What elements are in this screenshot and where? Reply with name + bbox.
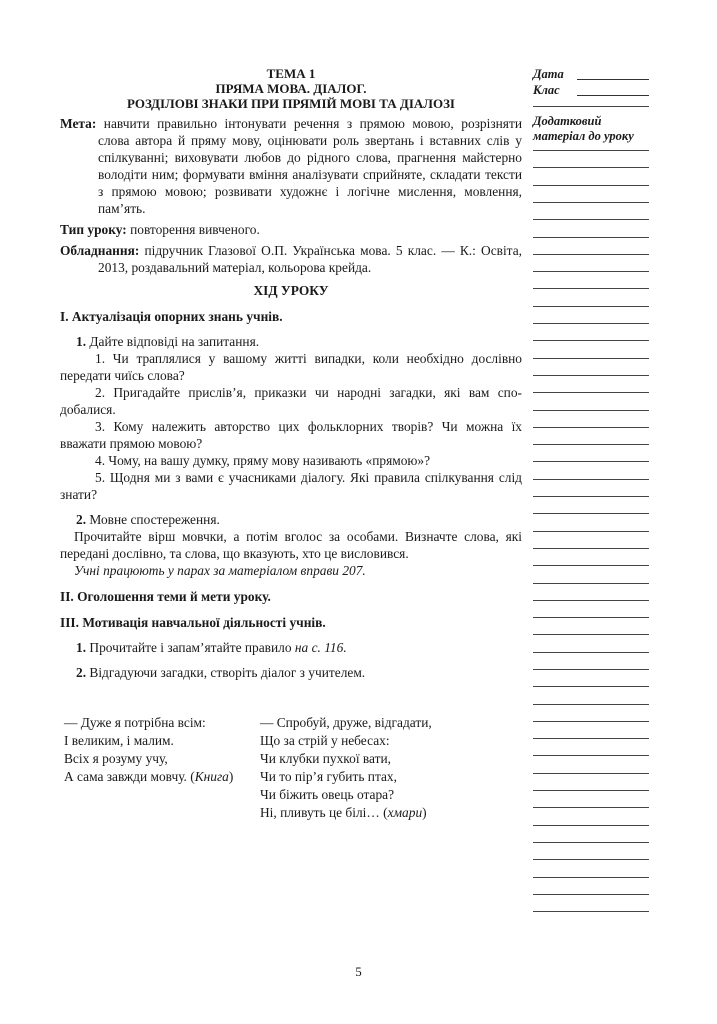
- note-line: [533, 583, 649, 584]
- sidebar-notes: [533, 66, 649, 143]
- date-field[interactable]: [533, 66, 649, 82]
- note-line: [533, 106, 649, 107]
- section1-item1: 1. Дайте відповіді на запитання.: [76, 334, 260, 349]
- goal-text: навчити правильно інтонувати речення з прямою мовою, розрізняти слова автора й пряму мову, оцінювати роль звертань і вставних слів у спілкуванні; виховувати любов до рідного слова, прагнення майстерно володіти ним; формувати вміння аналізувати сприйняте, складати тексти з прямою мовою; розвивати художнє і логічне мислення, мовлення, пам’ять.: [98, 116, 522, 216]
- note-line: [533, 496, 649, 497]
- note-line: [533, 894, 649, 895]
- note-line: [533, 513, 649, 514]
- question-1: 1. Чи траплялися у вашому житті випадки, коли необхідно дослівно передати чиїсь слова?: [60, 351, 522, 383]
- note-line: [533, 323, 649, 324]
- section1-item2-note: Учні працюють у парах за матеріалом вправи 207.: [74, 563, 366, 578]
- riddle-line: Всіх я розуму учу,: [64, 751, 168, 766]
- note-line: [533, 859, 649, 860]
- page-reference: на с. 116.: [294, 640, 347, 655]
- section3-item2: 2. Відгадуючи загадки, створіть діалог з учителем.: [76, 665, 366, 680]
- question-3: 3. Кому належить авторство цих фольклорних творів? Чи можна їх вважати прямою мовою?: [60, 419, 522, 451]
- note-line: [533, 254, 649, 255]
- class-label: Клас: [533, 83, 560, 97]
- note-line: [533, 427, 649, 428]
- topic-label: ТЕМА 1: [266, 66, 316, 81]
- note-line: [533, 167, 649, 168]
- question-2: 2. Пригадайте прислів’я, приказки чи народні загадки, які вам сподобалися.: [60, 385, 522, 417]
- main-column: [60, 66, 522, 681]
- note-line: [533, 202, 649, 203]
- riddle-line-answer: А сама завжди мовчу. (Книга): [64, 769, 234, 784]
- note-line: [533, 479, 649, 480]
- note-line: [533, 444, 649, 445]
- equipment-text: підручник Глазової О.П. Українська мова. 5 клас. — К.: Освіта, 2013, роздавальний матеріал, кольорова крейда.: [98, 243, 522, 275]
- note-line: [533, 358, 649, 359]
- note-line: [533, 807, 649, 808]
- class-line: [577, 95, 649, 96]
- riddle-line: — Дуже я потрібна всім:: [64, 715, 206, 730]
- riddle-clouds: [260, 714, 432, 822]
- section2-title: ІІ. Оголошення теми й мети уроку.: [60, 589, 271, 604]
- note-line: [533, 911, 649, 912]
- riddle-line: Чи то пір’я губить птах,: [260, 769, 397, 784]
- note-line: [533, 755, 649, 756]
- note-line: [533, 877, 649, 878]
- note-line: [533, 185, 649, 186]
- note-line: [533, 410, 649, 411]
- note-line: [533, 548, 649, 549]
- question-5: 5. Щодня ми з вами є учасниками діалогу. Які правила спілкування слід знати?: [60, 470, 522, 502]
- note-line: [533, 652, 649, 653]
- riddle-answer: хмари: [387, 805, 423, 820]
- riddle-answer: Книга: [194, 769, 229, 784]
- section1-item2-paragraph: Прочитайте вірш мовчки, а потім вголос за особами. Визначте слова, які передані дослівно, та слова, що вказують, хто це висловився.: [60, 529, 522, 561]
- note-line: [533, 617, 649, 618]
- goal-label: Мета:: [60, 116, 97, 131]
- note-line: [533, 288, 649, 289]
- note-line: [533, 306, 649, 307]
- note-line: [533, 461, 649, 462]
- riddle-line: Чи клубки пухкої вати,: [260, 751, 392, 766]
- note-line: [533, 790, 649, 791]
- lesson-type-label: Тип уроку:: [60, 222, 127, 237]
- riddle-book: [64, 714, 233, 786]
- equipment-paragraph: [60, 242, 522, 276]
- note-line: [533, 271, 649, 272]
- note-line: [533, 738, 649, 739]
- note-line: [533, 669, 649, 670]
- note-line: [533, 340, 649, 341]
- goal-paragraph: [60, 115, 522, 217]
- note-line: [533, 842, 649, 843]
- section3-item1: 1. Прочитайте і запам’ятайте правило на с. 116.: [76, 640, 347, 655]
- note-line: [533, 150, 649, 151]
- lesson-type-paragraph: [60, 221, 522, 238]
- riddle-line: Чи біжить овець отара?: [260, 787, 395, 802]
- section3-title: ІІІ. Мотивація навчальної діяльності учнів.: [60, 615, 326, 630]
- note-line: [533, 531, 649, 532]
- note-line: [533, 825, 649, 826]
- lesson-type-text: повторення вивченого.: [130, 222, 260, 237]
- riddle-line: — Спробуй, друже, відгадати,: [260, 715, 432, 730]
- note-line: [533, 721, 649, 722]
- extra-material-heading: Додатковий матеріал до уроку: [533, 114, 634, 143]
- note-line: [533, 634, 649, 635]
- note-line: [533, 219, 649, 220]
- note-line: [533, 686, 649, 687]
- date-line: [577, 79, 649, 80]
- section1-item2: 2. Мовне спостереження.: [76, 512, 220, 527]
- lesson-title-line1: ПРЯМА МОВА. ДІАЛОГ.: [215, 81, 367, 96]
- class-field[interactable]: [533, 82, 649, 98]
- riddle-line: І великим, і малим.: [64, 733, 174, 748]
- date-label: Дата: [533, 67, 564, 81]
- note-line: [533, 704, 649, 705]
- lesson-progress-heading: ХІД УРОКУ: [253, 283, 329, 298]
- note-line: [533, 773, 649, 774]
- riddle-line-answer: Ні, пливуть це білі… (хмари): [260, 805, 427, 820]
- equipment-label: Обладнання:: [60, 243, 140, 258]
- section1-title: І. Актуалізація опорних знань учнів.: [60, 309, 283, 324]
- note-line: [533, 565, 649, 566]
- note-line: [533, 392, 649, 393]
- note-line: [533, 237, 649, 238]
- note-line: [533, 600, 649, 601]
- riddle-line: Що за стрій у небесах:: [260, 733, 390, 748]
- note-line: [533, 375, 649, 376]
- page-number: 5: [355, 964, 362, 979]
- question-4: 4. Чому, на вашу думку, пряму мову називають «прямою»?: [95, 453, 431, 468]
- lesson-title-line2: РОЗДІЛОВІ ЗНАКИ ПРИ ПРЯМІЙ МОВІ ТА ДІАЛОЗІ: [126, 96, 455, 111]
